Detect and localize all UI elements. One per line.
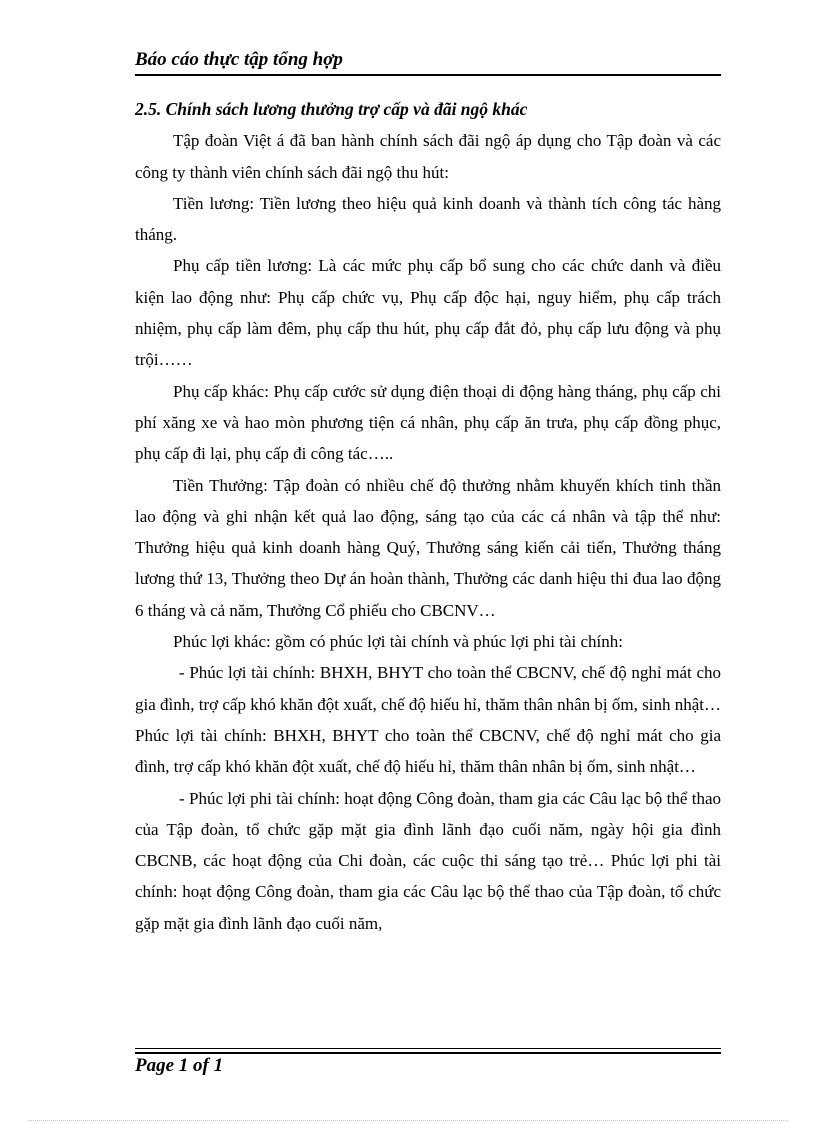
paragraph: Tiền lương: Tiền lương theo hiệu quả kinh doanh và thành tích công tác hàng tháng.: [135, 193, 721, 245]
paragraph: Tiền Thưởng: Tập đoàn có nhiều chế độ thưởng nhằm khuyến khích tinh thần lao động và ghi nhận kết quả lao động, sáng tạo của các cá nhân và tập thể như: Thưởng hiệu quả kinh doanh hàng Quý, Thưởng sáng kiến cải tiến, Thưởng tháng lương thứ 13, Thưởng theo Dự án hoàn thành, Thưởng các danh hiệu thi đua lao động 6 tháng và cả năm, Thưởng Cổ phiếu cho CBCNV…: [135, 475, 721, 620]
paragraph: Phụ cấp tiền lương: Là các mức phụ cấp bổ sung cho các chức danh và điều kiện lao động như: Phụ cấp chức vụ, Phụ cấp độc hại, nguy hiểm, phụ cấp trách nhiệm, phụ cấp làm đêm, phụ cấp thu hút, phụ cấp đắt đỏ, phụ cấp lưu động và phụ trội……: [135, 256, 721, 370]
document-body: [135, 94, 721, 939]
header-title: Báo cáo thực tập tổng hợp: [135, 49, 343, 70]
page-number-label: Page 1 of 1: [135, 1055, 224, 1076]
section-title: 2.5. Chính sách lương thưởng trợ cấp và đãi ngộ khác: [135, 99, 528, 119]
paragraph: Phụ cấp khác: Phụ cấp cước sử dụng điện thoại di động hàng tháng, phụ cấp chi phí xăng xe và hao mòn phương tiện cá nhân, phụ cấp ăn trưa, phụ cấp đồng phục, phụ cấp đi lại, phụ cấp đi công tác…..: [135, 381, 721, 464]
bullet-paragraph: - Phúc lợi tài chính: BHXH, BHYT cho toàn thể CBCNV, chế độ nghỉ mát cho gia đình, trợ cấp khó khăn đột xuất, chế độ hiếu hỉ, thăm thân nhân bị ốm, sinh nhật… Phúc lợi tài chính: BHXH, BHYT cho toàn thể CBCNV, chế độ nghỉ mát cho gia đình, trợ cấp khó khăn đột xuất, chế độ hiếu hỉ, thăm thân nhân bị ốm, sinh nhật…: [135, 663, 721, 777]
page-header: [135, 48, 721, 76]
page-footer: [135, 1054, 223, 1078]
paragraph: Phúc lợi khác: gồm có phúc lợi tài chính và phúc lợi phi tài chính:: [173, 632, 623, 652]
bullet-paragraph: - Phúc lợi phi tài chính: hoạt động Công đoàn, tham gia các Câu lạc bộ thể thao của Tập đoàn, tổ chức gặp mặt gia đình lãnh đạo cuối năm, ngày hội gia đình CBCNB, các hoạt động của Chi đoàn, các cuộc thi sáng tạo trẻ… Phúc lợi phi tài chính: hoạt động Công đoàn, tham gia các Câu lạc bộ thể thao của Tập đoàn, tổ chức gặp mặt gia đình lãnh đạo cuối năm,: [135, 788, 721, 933]
paragraph: Tập đoàn Việt á đã ban hành chính sách đãi ngộ áp dụng cho Tập đoàn và các công ty thành viên chính sách đãi ngộ thu hút:: [135, 131, 721, 182]
page-bottom-edge: [28, 1120, 788, 1121]
